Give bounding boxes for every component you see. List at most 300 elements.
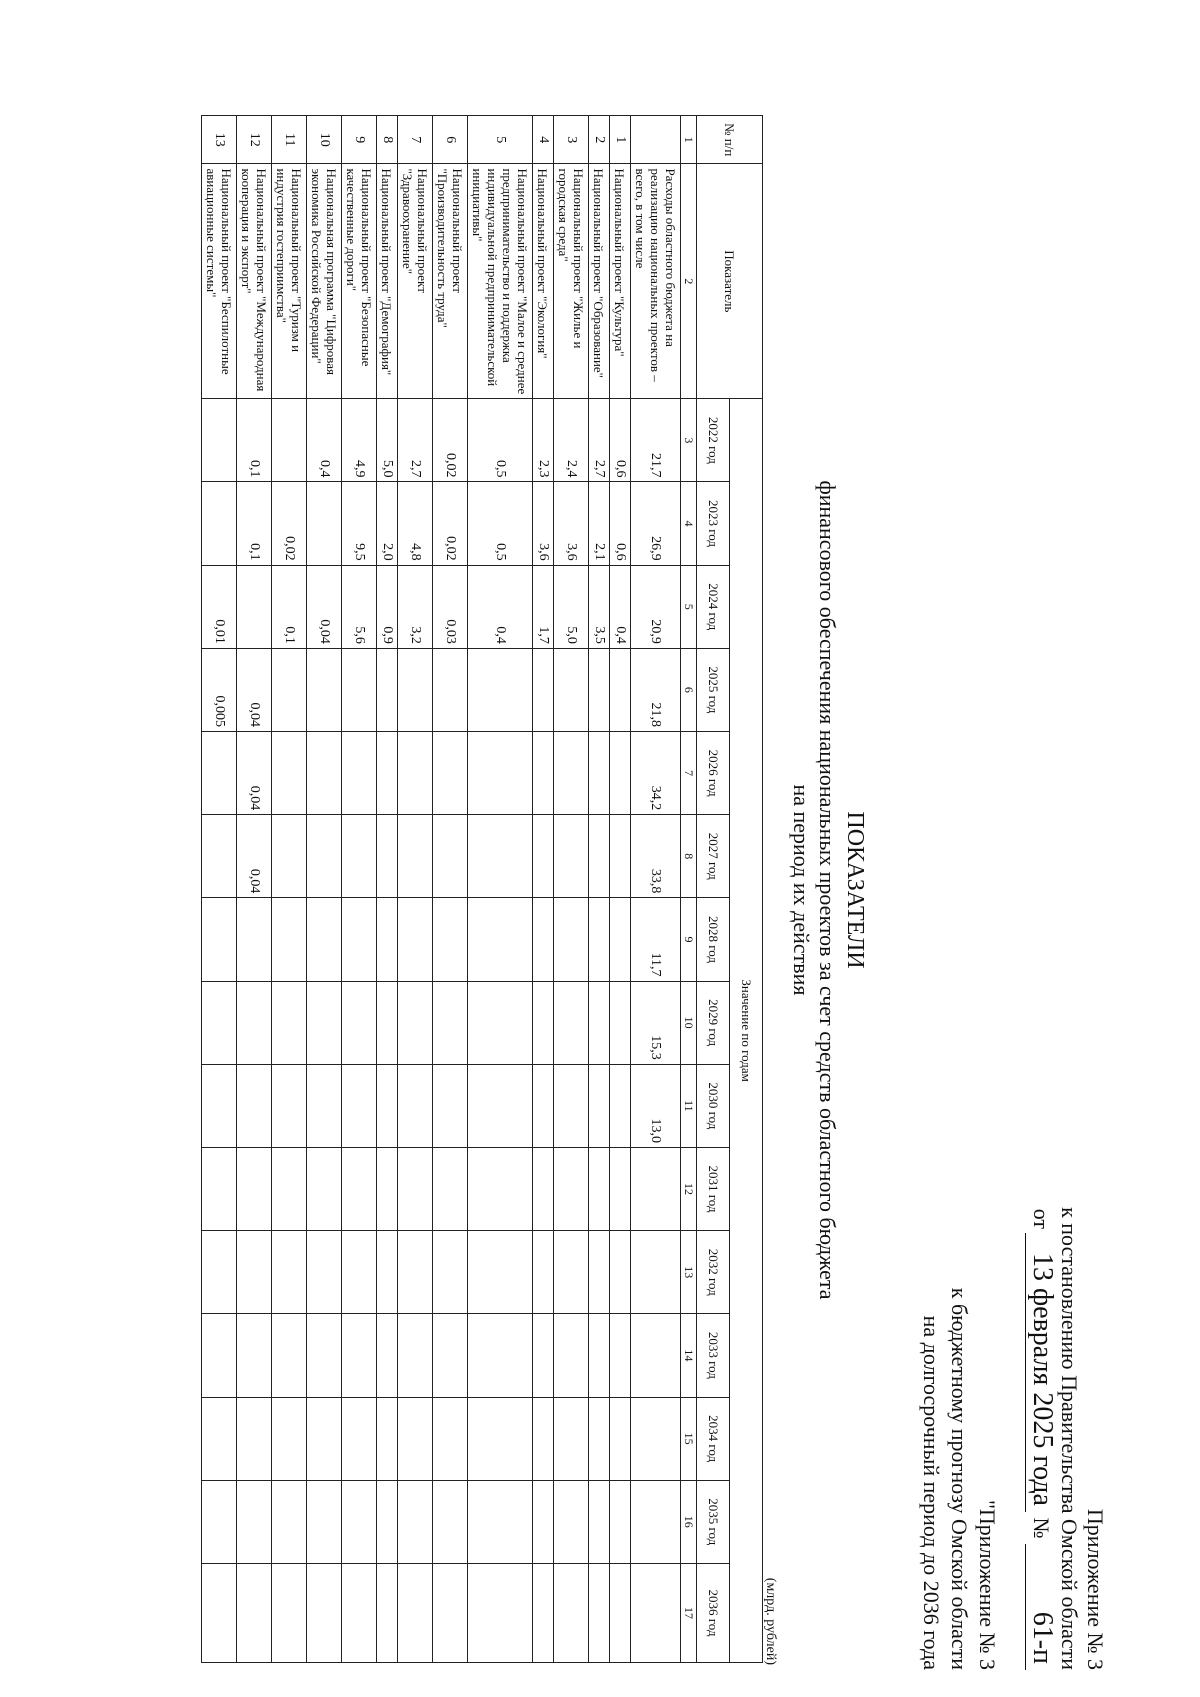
value-cell: 2,3	[533, 399, 554, 482]
value-cell	[342, 648, 377, 731]
value-cell	[610, 1147, 631, 1230]
value-cell	[377, 815, 398, 898]
value-cell: 0,4	[468, 565, 533, 648]
header-values-group: Значение по годам	[730, 399, 763, 1663]
value-cell	[398, 1480, 433, 1563]
value-cell	[533, 1397, 554, 1480]
value-cell	[533, 1064, 554, 1147]
value-cell	[272, 1314, 307, 1397]
value-cell: 2,1	[589, 482, 610, 565]
value-cell	[307, 898, 342, 981]
value-cell: 26,9	[631, 482, 681, 565]
header-indicator: Показатель	[697, 164, 763, 399]
value-cell	[272, 1064, 307, 1147]
value-cell	[468, 1064, 533, 1147]
value-cell	[589, 1231, 610, 1314]
header-column-number: 6	[681, 648, 697, 731]
value-cell	[610, 1480, 631, 1563]
value-cell: 0,04	[237, 815, 272, 898]
value-cell	[398, 815, 433, 898]
header-column-number: 3	[681, 399, 697, 482]
value-cell	[589, 1397, 610, 1480]
value-cell	[589, 1064, 610, 1147]
row-indicator-name: Национальный проект "Здравоохранение"	[398, 164, 433, 399]
value-cell	[554, 1064, 589, 1147]
value-cell: 0,03	[433, 565, 468, 648]
value-cell	[272, 732, 307, 815]
value-cell: 2,7	[398, 399, 433, 482]
appendix-original-period: на долгосрочный период до 2036 года	[919, 1315, 944, 1670]
value-cell: 0,005	[202, 648, 237, 731]
value-cell	[554, 815, 589, 898]
value-cell	[468, 1314, 533, 1397]
value-cell: 0,1	[272, 565, 307, 648]
appendix-current-title: Приложение № 3	[1083, 1508, 1108, 1670]
value-cell	[307, 1314, 342, 1397]
value-cell	[468, 648, 533, 731]
value-cell	[631, 1314, 681, 1397]
value-cell	[398, 898, 433, 981]
value-cell: 33,8	[631, 815, 681, 898]
table-body	[202, 116, 681, 1663]
value-cell	[589, 981, 610, 1064]
header-column-numbers-row	[681, 116, 697, 1663]
value-cell	[433, 732, 468, 815]
value-cell	[468, 1480, 533, 1563]
value-cell	[342, 1480, 377, 1563]
number-label: №	[1029, 1517, 1054, 1539]
value-cell	[631, 1397, 681, 1480]
value-cell: 15,3	[631, 981, 681, 1064]
row-number: 3	[554, 116, 589, 164]
header-year: 2023 год	[697, 482, 730, 565]
value-cell	[433, 1231, 468, 1314]
value-cell	[533, 815, 554, 898]
value-cell	[468, 981, 533, 1064]
appendix-original-reference: к бюджетному прогнозу Омской области	[947, 1287, 972, 1670]
value-cell	[237, 898, 272, 981]
value-cell	[631, 1563, 681, 1662]
value-cell	[237, 1231, 272, 1314]
header-column-number: 7	[681, 732, 697, 815]
header-column-number: 12	[681, 1147, 697, 1230]
row-number: 11	[272, 116, 307, 164]
value-cell	[307, 732, 342, 815]
header-column-number: 1	[681, 116, 697, 164]
value-cell: 0,5	[468, 399, 533, 482]
header-year: 2026 год	[697, 732, 730, 815]
row-indicator-name: Национальный проект "Образование"	[589, 164, 610, 399]
value-cell	[589, 648, 610, 731]
value-cell: 5,6	[342, 565, 377, 648]
table-row	[398, 116, 433, 1663]
value-cell	[589, 1480, 610, 1563]
value-cell: 0,04	[237, 648, 272, 731]
value-cell	[398, 1397, 433, 1480]
value-cell	[202, 1314, 237, 1397]
value-cell	[202, 815, 237, 898]
value-cell	[377, 981, 398, 1064]
header-year: 2032 год	[697, 1231, 730, 1314]
row-indicator-name: Национальный проект "Экология"	[533, 164, 554, 399]
appendix-current-date-line	[1025, 1209, 1058, 1670]
value-cell: 3,5	[589, 565, 610, 648]
header-year: 2033 год	[697, 1314, 730, 1397]
value-cell	[468, 815, 533, 898]
value-cell: 0,02	[272, 482, 307, 565]
value-cell: 0,04	[237, 732, 272, 815]
header-column-number: 10	[681, 981, 697, 1064]
value-cell	[610, 981, 631, 1064]
table-row	[307, 116, 342, 1663]
value-cell	[377, 648, 398, 731]
value-cell	[202, 981, 237, 1064]
row-number: 12	[237, 116, 272, 164]
value-cell	[377, 1397, 398, 1480]
value-cell	[433, 1314, 468, 1397]
value-cell	[307, 1064, 342, 1147]
value-cell	[398, 1064, 433, 1147]
header-year: 2034 год	[697, 1397, 730, 1480]
value-cell: 0,6	[610, 399, 631, 482]
value-cell: 0,9	[377, 565, 398, 648]
value-cell	[554, 1231, 589, 1314]
value-cell	[237, 981, 272, 1064]
value-cell	[533, 1563, 554, 1662]
value-cell	[398, 732, 433, 815]
value-cell: 0,1	[237, 399, 272, 482]
value-cell	[533, 1480, 554, 1563]
value-cell	[202, 1563, 237, 1662]
value-cell	[202, 1397, 237, 1480]
value-cell	[589, 732, 610, 815]
value-cell	[631, 1231, 681, 1314]
value-cell	[202, 482, 237, 565]
value-cell: 0,5	[468, 482, 533, 565]
value-cell	[589, 815, 610, 898]
value-cell: 3,6	[533, 482, 554, 565]
value-cell	[342, 815, 377, 898]
row-indicator-name: Национальный проект "Международная кооперация и экспорт"	[237, 164, 272, 399]
header-column-number: 14	[681, 1314, 697, 1397]
row-indicator-name: Национальная программа "Цифровая экономика Российской Федерации"	[307, 164, 342, 399]
value-cell	[377, 1231, 398, 1314]
header-year: 2036 год	[697, 1563, 730, 1662]
value-cell	[468, 1397, 533, 1480]
value-cell: 0,6	[610, 482, 631, 565]
row-number: 6	[433, 116, 468, 164]
value-cell	[237, 1563, 272, 1662]
table-row	[272, 116, 307, 1663]
value-cell	[377, 1480, 398, 1563]
value-cell	[433, 815, 468, 898]
table-row	[554, 116, 589, 1663]
value-cell	[342, 732, 377, 815]
table-row	[533, 116, 554, 1663]
value-cell: 5,0	[377, 399, 398, 482]
appendix-original-title: "Приложение № 3	[975, 1499, 1000, 1670]
table-row	[631, 116, 681, 1663]
value-cell	[272, 1480, 307, 1563]
value-cell	[202, 1480, 237, 1563]
value-cell	[237, 1397, 272, 1480]
value-cell	[272, 1397, 307, 1480]
header-year: 2029 год	[697, 981, 730, 1064]
row-indicator-name: Национальный проект "Демография"	[377, 164, 398, 399]
value-cell	[398, 981, 433, 1064]
table-row	[377, 116, 398, 1663]
row-number	[631, 116, 681, 164]
value-cell: 0,4	[610, 565, 631, 648]
value-cell	[533, 1147, 554, 1230]
header-row	[730, 116, 763, 1663]
row-indicator-name: Национальный проект "Беспилотные авиационные системы"	[202, 164, 237, 399]
value-cell	[272, 981, 307, 1064]
row-indicator-name: Национальный проект "Туризм и индустрия гостеприимства"	[272, 164, 307, 399]
header-year: 2024 год	[697, 565, 730, 648]
value-cell	[342, 1314, 377, 1397]
value-cell	[272, 815, 307, 898]
row-indicator-name: Национальный проект "Малое и среднее предпринимательство и поддержка индивидуальной предпринимательской инициативы"	[468, 164, 533, 399]
value-cell	[533, 898, 554, 981]
row-number: 1	[610, 116, 631, 164]
value-cell	[554, 1563, 589, 1662]
value-cell: 1,7	[533, 565, 554, 648]
value-cell	[631, 1480, 681, 1563]
table-row	[342, 116, 377, 1663]
value-cell	[589, 1563, 610, 1662]
value-cell	[237, 1064, 272, 1147]
value-cell	[377, 1147, 398, 1230]
value-cell	[554, 648, 589, 731]
value-cell	[398, 1563, 433, 1662]
header-year: 2035 год	[697, 1480, 730, 1563]
header-column-number: 5	[681, 565, 697, 648]
value-cell	[237, 1314, 272, 1397]
value-cell	[272, 399, 307, 482]
table-row	[468, 116, 533, 1663]
value-cell	[610, 1314, 631, 1397]
header-year: 2027 год	[697, 815, 730, 898]
value-cell	[202, 1147, 237, 1230]
appendix-current-reference: к постановлению Правительства Омской области	[1057, 1207, 1082, 1670]
value-cell	[307, 1147, 342, 1230]
value-cell	[237, 1480, 272, 1563]
table-row	[433, 116, 468, 1663]
value-cell	[398, 1147, 433, 1230]
value-cell	[272, 1147, 307, 1230]
table-row	[610, 116, 631, 1663]
value-cell: 21,8	[631, 648, 681, 731]
value-cell: 13,0	[631, 1064, 681, 1147]
value-cell	[377, 1064, 398, 1147]
value-cell	[468, 732, 533, 815]
value-cell: 0,04	[307, 565, 342, 648]
value-cell	[589, 1314, 610, 1397]
value-cell	[272, 1231, 307, 1314]
row-indicator-name: Расходы областного бюджета на реализацию национальных проектов – всего, в том числе	[631, 164, 681, 399]
header-column-number: 17	[681, 1563, 697, 1662]
header-year: 2022 год	[697, 399, 730, 482]
value-cell	[554, 1397, 589, 1480]
value-cell	[610, 1397, 631, 1480]
value-cell	[398, 1314, 433, 1397]
value-cell: 3,6	[554, 482, 589, 565]
value-cell	[237, 565, 272, 648]
title-period: на период их действия	[789, 784, 814, 996]
value-cell	[468, 1231, 533, 1314]
value-cell	[554, 1147, 589, 1230]
value-cell	[342, 1064, 377, 1147]
value-cell: 4,9	[342, 399, 377, 482]
table-row	[237, 116, 272, 1663]
value-cell	[610, 815, 631, 898]
value-cell: 3,2	[398, 565, 433, 648]
value-cell	[610, 1064, 631, 1147]
row-number: 7	[398, 116, 433, 164]
value-cell	[272, 1563, 307, 1662]
decree-date: 13 февраля 2025 года	[1025, 1233, 1058, 1512]
value-cell: 5,0	[554, 565, 589, 648]
value-cell	[554, 1314, 589, 1397]
value-cell	[433, 1397, 468, 1480]
header-column-number: 15	[681, 1397, 697, 1480]
value-cell: 11,7	[631, 898, 681, 981]
value-cell	[202, 1231, 237, 1314]
value-cell	[202, 1064, 237, 1147]
value-cell	[377, 1314, 398, 1397]
row-indicator-name: Национальный проект "Безопасные качественные дороги"	[342, 164, 377, 399]
value-cell: 0,02	[433, 482, 468, 565]
value-cell	[433, 898, 468, 981]
value-cell	[307, 1231, 342, 1314]
value-cell	[398, 1231, 433, 1314]
header-column-number: 8	[681, 815, 697, 898]
value-cell: 0,1	[237, 482, 272, 565]
value-cell	[533, 981, 554, 1064]
value-cell: 20,9	[631, 565, 681, 648]
unit-label: (млрд. рублей)	[763, 1577, 778, 1665]
value-cell	[554, 732, 589, 815]
value-cell	[554, 981, 589, 1064]
value-cell	[610, 898, 631, 981]
value-cell: 4,8	[398, 482, 433, 565]
header-year: 2031 год	[697, 1147, 730, 1230]
value-cell	[202, 898, 237, 981]
header-column-number: 4	[681, 482, 697, 565]
value-cell	[307, 815, 342, 898]
value-cell: 2,7	[589, 399, 610, 482]
value-cell	[610, 648, 631, 731]
row-number: 8	[377, 116, 398, 164]
value-cell	[433, 1147, 468, 1230]
value-cell	[377, 898, 398, 981]
header-column-number: 13	[681, 1231, 697, 1314]
value-cell	[272, 648, 307, 731]
table-row	[589, 116, 610, 1663]
value-cell	[342, 1231, 377, 1314]
value-cell	[377, 1563, 398, 1662]
value-cell: 2,4	[554, 399, 589, 482]
value-cell	[307, 981, 342, 1064]
value-cell	[589, 898, 610, 981]
value-cell	[610, 1231, 631, 1314]
row-indicator-name: Национальный проект "Культура"	[610, 164, 631, 399]
value-cell	[237, 1147, 272, 1230]
value-cell	[342, 1397, 377, 1480]
value-cell	[433, 1064, 468, 1147]
row-number: 9	[342, 116, 377, 164]
decree-number: 61-п	[1025, 1544, 1058, 1670]
row-number: 13	[202, 116, 237, 164]
value-cell	[533, 1231, 554, 1314]
header-column-number: 2	[681, 164, 697, 399]
value-cell	[342, 1147, 377, 1230]
header-year: 2025 год	[697, 648, 730, 731]
value-cell	[554, 898, 589, 981]
value-cell	[307, 1480, 342, 1563]
value-cell	[307, 1563, 342, 1662]
value-cell	[468, 1147, 533, 1230]
header-column-number: 16	[681, 1480, 697, 1563]
value-cell	[631, 1147, 681, 1230]
value-cell: 2,0	[377, 482, 398, 565]
value-cell	[433, 1563, 468, 1662]
value-cell: 9,5	[342, 482, 377, 565]
value-cell	[342, 1563, 377, 1662]
value-cell: 0,02	[433, 399, 468, 482]
value-cell: 34,2	[631, 732, 681, 815]
value-cell: 0,4	[307, 399, 342, 482]
value-cell	[610, 732, 631, 815]
table-row	[202, 116, 237, 1663]
value-cell: 0,01	[202, 565, 237, 648]
title-heading: ПОКАЗАТЕЛИ	[842, 811, 868, 969]
indicators-table	[201, 115, 763, 1663]
value-cell	[377, 732, 398, 815]
value-cell	[307, 482, 342, 565]
header-year: 2028 год	[697, 898, 730, 981]
row-indicator-name: Национальный проект "Жилье и городская среда"	[554, 164, 589, 399]
value-cell: 21,7	[631, 399, 681, 482]
row-indicator-name: Национальный проект "Производительность труда"	[433, 164, 468, 399]
date-prefix: от	[1029, 1208, 1054, 1230]
value-cell	[468, 898, 533, 981]
row-number: 10	[307, 116, 342, 164]
value-cell	[342, 981, 377, 1064]
value-cell	[610, 1563, 631, 1662]
value-cell	[533, 648, 554, 731]
header-column-number: 11	[681, 1064, 697, 1147]
header-column-number: 9	[681, 898, 697, 981]
document-title	[788, 110, 870, 1670]
value-cell	[272, 898, 307, 981]
title-subheading: финансового обеспечения национальных проектов за счет средств областного бюджета	[815, 480, 840, 1300]
value-cell	[398, 648, 433, 731]
value-cell	[533, 1314, 554, 1397]
value-cell	[433, 648, 468, 731]
value-cell	[533, 732, 554, 815]
value-cell	[342, 898, 377, 981]
value-cell	[307, 1397, 342, 1480]
value-cell	[202, 399, 237, 482]
value-cell	[202, 732, 237, 815]
header-num: № п/п	[697, 116, 763, 164]
value-cell	[554, 1480, 589, 1563]
value-cell	[307, 648, 342, 731]
value-cell	[468, 1563, 533, 1662]
row-number: 4	[533, 116, 554, 164]
